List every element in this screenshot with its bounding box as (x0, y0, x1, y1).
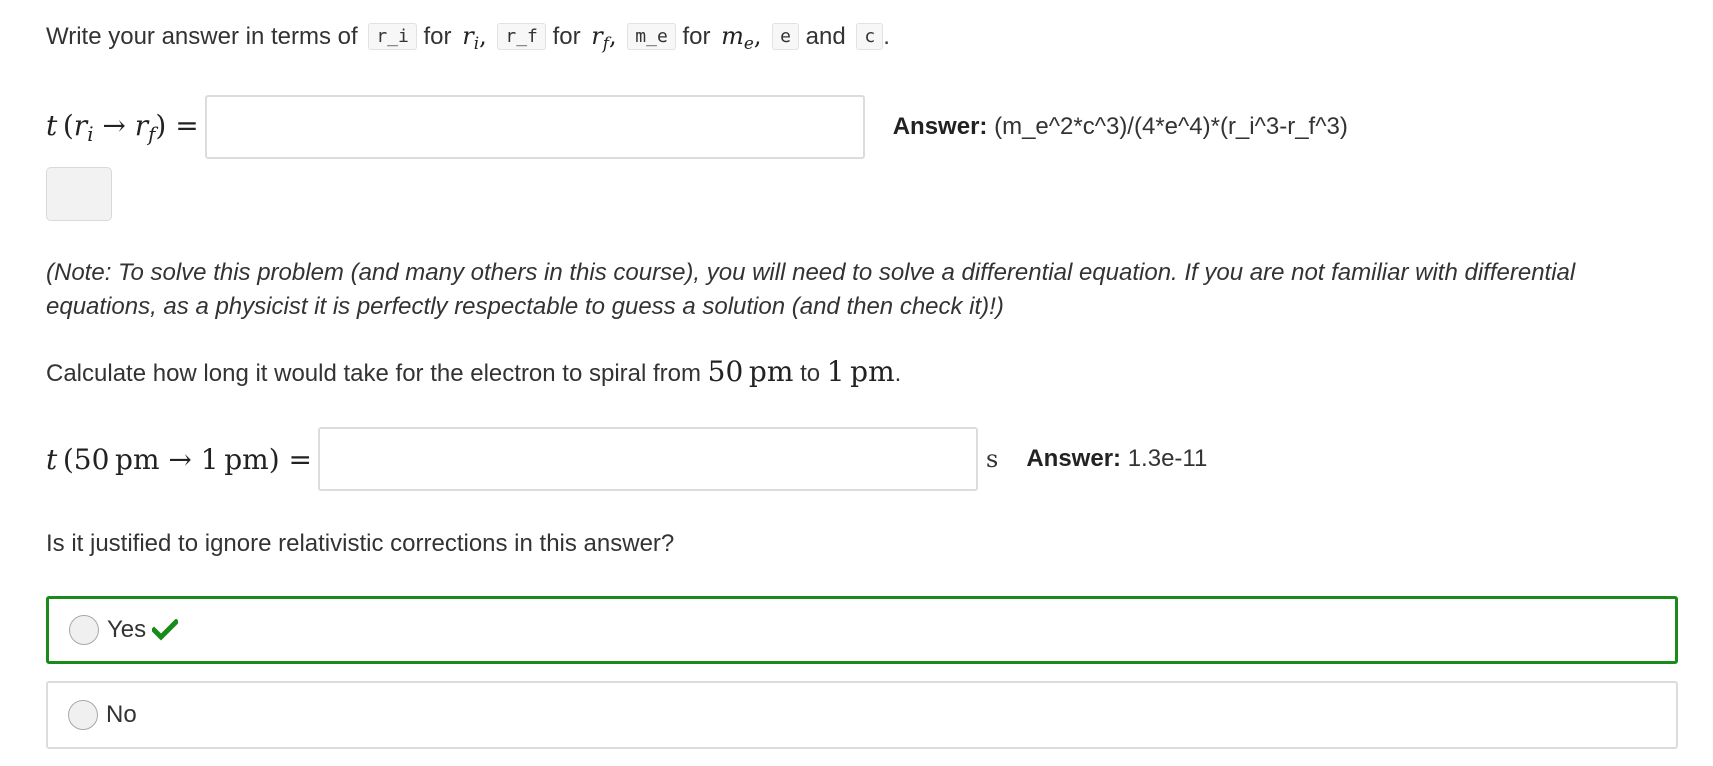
answer-value: (m_e^2*c^3)/(4*e^4)*(r_i^3-r_f^3) (994, 113, 1348, 140)
and-word: and (805, 23, 846, 50)
instructions-line (46, 22, 894, 53)
choice-no-label: No (106, 701, 137, 728)
numeric-lhs: t (50 pm → 1 pm) = (46, 442, 313, 476)
for-word-1: for (423, 23, 452, 50)
code-r-f: r_f (497, 23, 546, 50)
radio-yes[interactable] (69, 615, 99, 645)
instructions-period: . (883, 23, 890, 50)
numeric-answer-row (46, 425, 1207, 493)
symbol-r-i: $r_i$, (462, 22, 487, 54)
choice-no[interactable] (46, 681, 1678, 749)
answer-label: Answer: (892, 113, 988, 140)
code-c: c (856, 23, 883, 50)
checkmark-icon (152, 619, 178, 641)
code-r-i: r_i (368, 23, 417, 50)
answer-value: 1.3e-11 (1127, 445, 1208, 472)
to-quantity: 1 pm (826, 355, 895, 388)
relativistic-question: Is it justified to ignore relativistic corrections in this answer? (46, 530, 675, 557)
submit-button[interactable] (46, 167, 112, 221)
from-quantity: 50 pm (707, 355, 794, 388)
instructions-lead: Write your answer in terms of (46, 23, 358, 50)
numeric-answer-input[interactable] (318, 427, 978, 491)
symbol-r-f: $r_f$, (591, 22, 617, 54)
unit-label: s (986, 445, 999, 473)
choice-yes-label: Yes (107, 616, 147, 643)
radio-no[interactable] (68, 700, 98, 730)
formula-answer-display (893, 113, 1348, 141)
formula-lhs: t $(r_i \to r_f)$ = (46, 108, 199, 146)
numeric-answer-display (1026, 445, 1207, 473)
code-m-e: m_e (627, 23, 676, 50)
for-word-3: for (682, 23, 711, 50)
choice-yes[interactable] (46, 596, 1678, 664)
answer-label: Answer: (1026, 445, 1122, 472)
for-word-2: for (552, 23, 581, 50)
formula-answer-row (46, 93, 1348, 161)
code-e: e (772, 23, 799, 50)
formula-answer-input[interactable] (205, 95, 865, 159)
symbol-m-e: $m_e$, (721, 22, 762, 54)
note-text: (Note: To solve this problem (and many others in this course), you will need to solve a differential equation. If you are not familiar with differential equations, as a physicist it is perfectly respectable to guess a solution (and then check it)!) (46, 259, 1576, 320)
calculate-prompt: Calculate how long it would take for the electron to spiral from 50 pm to 1 pm. (46, 355, 902, 388)
